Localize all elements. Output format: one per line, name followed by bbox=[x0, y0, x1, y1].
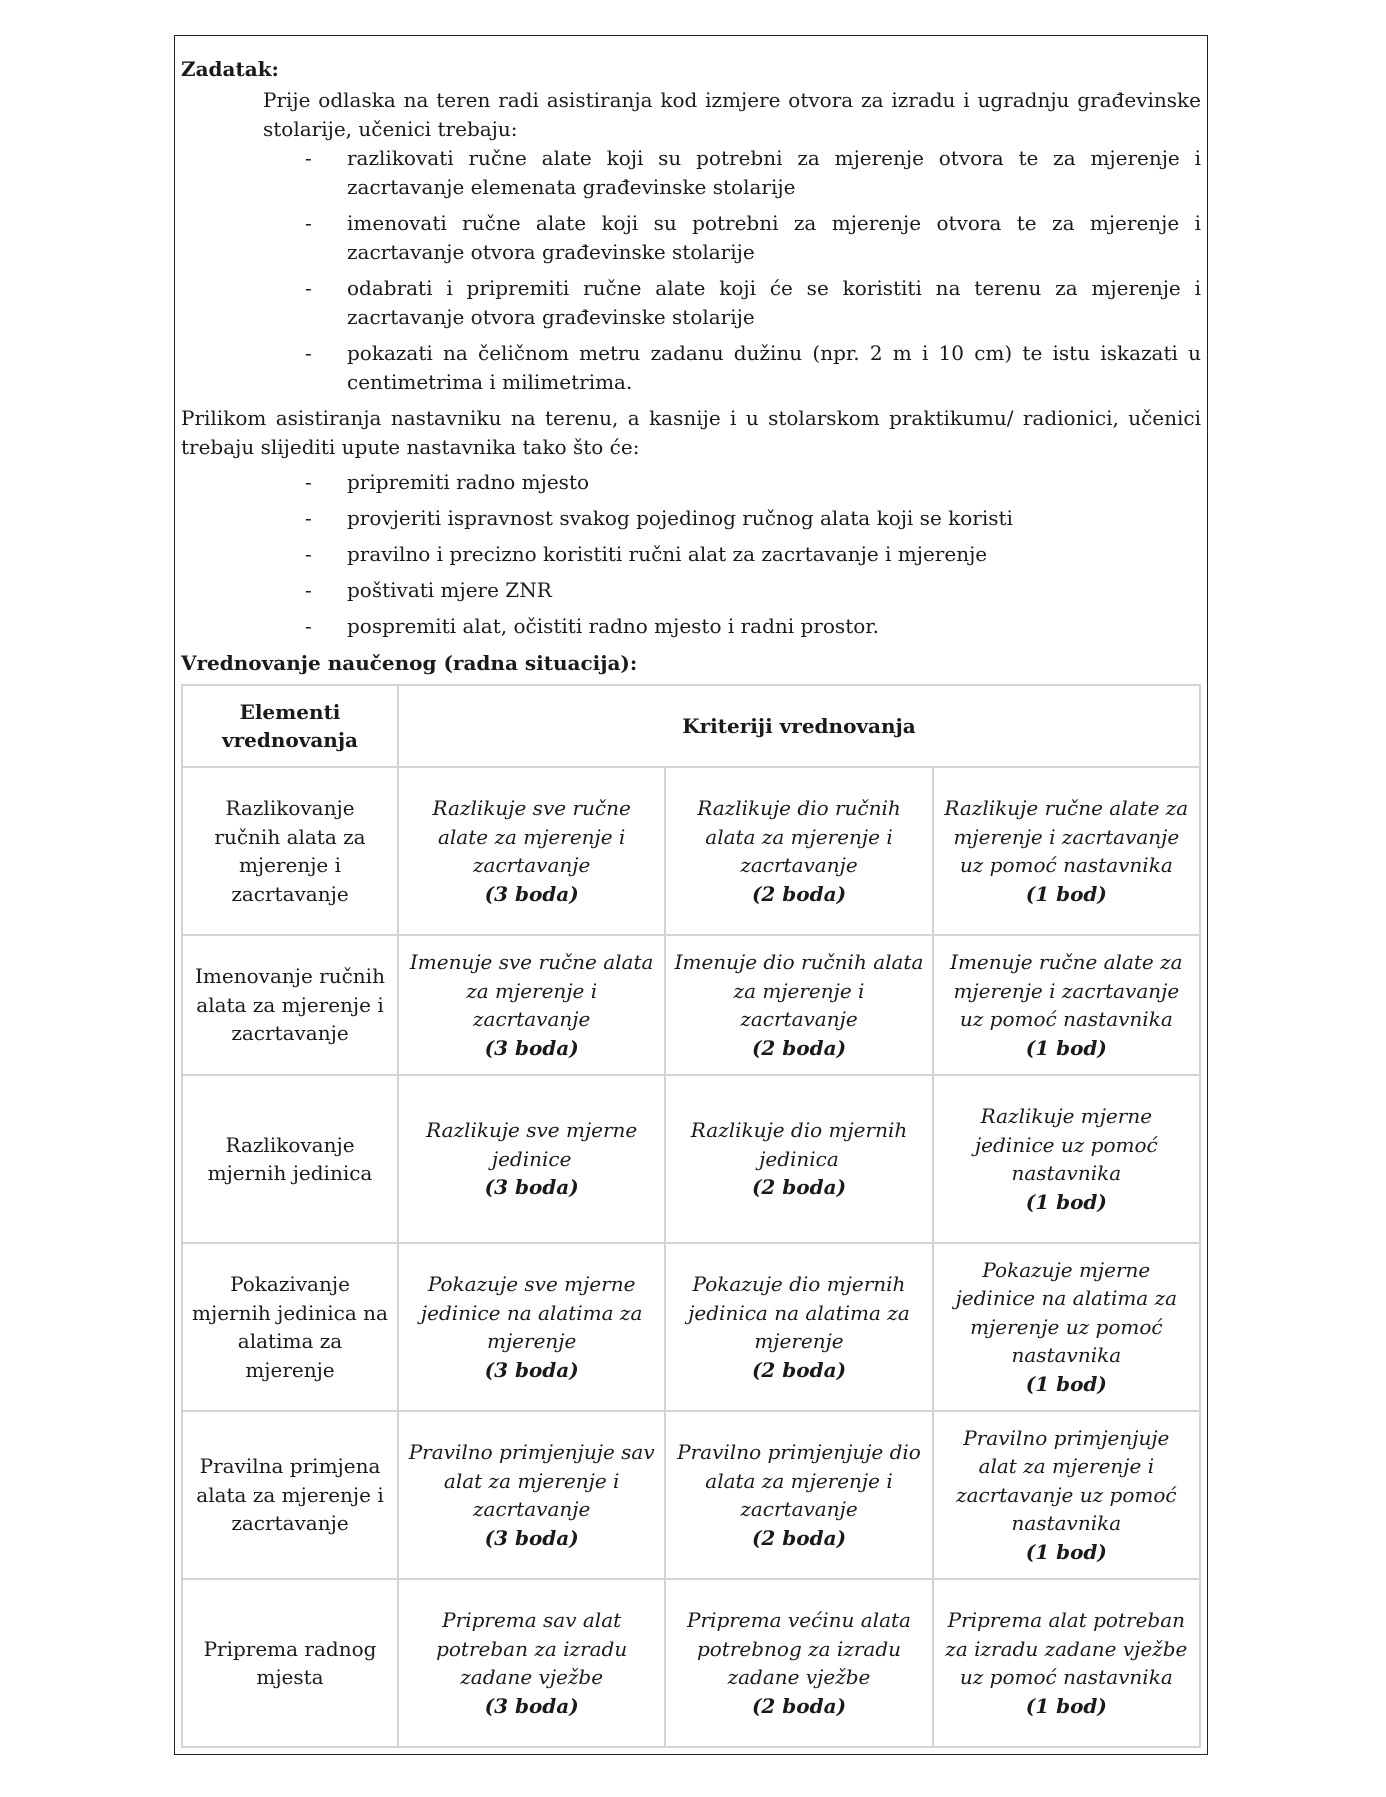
points-label: (3 boda) bbox=[484, 881, 579, 906]
criterion-3-cell bbox=[398, 767, 665, 935]
points-label: (1 bod) bbox=[1025, 1693, 1107, 1718]
followup-paragraph: Prilikom asistiranja nastavniku na terenu, a kasnije i u stolarskom praktikumu/ radionici, učenici trebaju slijediti upute nastavnika tako što će: bbox=[181, 406, 1201, 459]
points-label: (1 bod) bbox=[1025, 881, 1107, 906]
followup-list bbox=[181, 468, 1201, 641]
criterion-2-cell bbox=[665, 1411, 932, 1579]
criterion-text: Pokazuje mjerne jedinice na alatima za mjerenje uz pomoć nastavnika bbox=[955, 1257, 1178, 1368]
criterion-text: Imenuje sve ručne alata za mjerenje i zacrtavanje bbox=[409, 950, 654, 1031]
criterion-3-cell bbox=[398, 1075, 665, 1243]
rubric-table bbox=[181, 684, 1201, 1748]
points-label: (2 boda) bbox=[751, 1357, 847, 1382]
points-label: (2 boda) bbox=[751, 1693, 847, 1718]
points-label: (3 boda) bbox=[484, 1175, 579, 1200]
points-label: (2 boda) bbox=[751, 881, 847, 906]
points-label: (1 bod) bbox=[1025, 1371, 1107, 1396]
task-intro: Prije odlaska na teren radi asistiranja kod izmjere otvora za izradu i ugradnju građevinske stolarije, učenici trebaju: bbox=[263, 88, 1201, 141]
criterion-text: Razlikuje dio mjernih jedinica bbox=[690, 1118, 908, 1171]
list-item: - pospremiti alat, očistiti radno mjesto i radni prostor. bbox=[305, 612, 1201, 641]
list-item: - pokazati na čeličnom metru zadanu dužinu (npr. 2 m i 10 cm) te istu iskazati u centimetrima i milimetrima. bbox=[305, 339, 1201, 397]
criterion-text: Pravilno primjenjuje sav alat za mjerenje i zacrtavanje bbox=[408, 1440, 655, 1521]
points-label: (1 bod) bbox=[1025, 1035, 1107, 1060]
document-frame bbox=[174, 35, 1208, 1755]
criterion-text: Pokazuje sve mjerne jedinice na alatima za mjerenje bbox=[420, 1272, 643, 1353]
criterion-text: Razlikuje dio ručnih alata za mjerenje i zacrtavanje bbox=[697, 796, 901, 877]
criterion-text: Pravilno primjenjuje alat za mjerenje i zacrtavanje uz pomoć nastavnika bbox=[956, 1425, 1177, 1536]
list-item: - razlikovati ručne alate koji su potrebni za mjerenje otvora te za mjerenje i zacrtavanje elemenata građevinske stolarije bbox=[305, 144, 1201, 202]
list-item: - provjeriti ispravnost svakog pojedinog ručnog alata koji se koristi bbox=[305, 504, 1201, 533]
header-elements: Elementi vrednovanja bbox=[182, 685, 398, 767]
criterion-1-cell bbox=[933, 1411, 1200, 1579]
criterion-3-cell bbox=[398, 1579, 665, 1747]
list-item: - imenovati ručne alate koji su potrebni za mjerenje otvora te za mjerenje i zacrtavanje otvora građevinske stolarije bbox=[305, 209, 1201, 267]
criterion-2-cell bbox=[665, 767, 932, 935]
table-row bbox=[182, 1243, 1200, 1411]
criterion-3-cell bbox=[398, 1411, 665, 1579]
criterion-2-cell bbox=[665, 1075, 932, 1243]
table-header-row bbox=[182, 685, 1200, 767]
points-label: (1 bod) bbox=[1025, 1189, 1107, 1214]
criterion-text: Razlikuje sve ručne alate za mjerenje i zacrtavanje bbox=[432, 796, 631, 877]
points-label: (2 boda) bbox=[751, 1525, 847, 1550]
criterion-text: Razlikuje mjerne jedinice uz pomoć nastavnika bbox=[974, 1104, 1158, 1185]
element-cell: Imenovanje ručnih alata za mjerenje i zacrtavanje bbox=[182, 935, 398, 1075]
criterion-1-cell bbox=[933, 767, 1200, 935]
element-cell: Priprema radnog mjesta bbox=[182, 1579, 398, 1747]
criterion-text: Razlikuje ručne alate za mjerenje i zacrtavanje uz pomoć nastavnika bbox=[944, 796, 1189, 877]
table-row bbox=[182, 1075, 1200, 1243]
criterion-text: Razlikuje sve mjerne jedinice bbox=[426, 1118, 638, 1171]
points-label: (3 boda) bbox=[484, 1693, 579, 1718]
points-label: (3 boda) bbox=[484, 1035, 579, 1060]
list-item: - odabrati i pripremiti ručne alate koji će se koristiti na terenu za mjerenje i zacrtavanje otvora građevinske stolarije bbox=[305, 274, 1201, 332]
table-row bbox=[182, 1579, 1200, 1747]
header-criteria: Kriteriji vrednovanja bbox=[398, 685, 1200, 767]
task-heading: Zadatak: bbox=[181, 57, 279, 81]
list-item: - poštivati mjere ZNR bbox=[305, 576, 1201, 605]
criterion-2-cell bbox=[665, 1243, 932, 1411]
criterion-1-cell bbox=[933, 935, 1200, 1075]
evaluation-heading: Vrednovanje naučenog (radna situacija): bbox=[181, 651, 638, 675]
table-row bbox=[182, 1411, 1200, 1579]
element-cell: Razlikovanje ručnih alata za mjerenje i zacrtavanje bbox=[182, 767, 398, 935]
points-label: (1 bod) bbox=[1025, 1539, 1107, 1564]
criterion-1-cell bbox=[933, 1243, 1200, 1411]
element-cell: Pravilna primjena alata za mjerenje i zacrtavanje bbox=[182, 1411, 398, 1579]
points-label: (3 boda) bbox=[484, 1525, 579, 1550]
table-row bbox=[182, 767, 1200, 935]
criterion-3-cell bbox=[398, 935, 665, 1075]
criterion-1-cell bbox=[933, 1075, 1200, 1243]
criterion-1-cell bbox=[933, 1579, 1200, 1747]
points-label: (2 boda) bbox=[751, 1035, 847, 1060]
criterion-text: Imenuje ručne alate za mjerenje i zacrtavanje uz pomoć nastavnika bbox=[950, 950, 1183, 1031]
criterion-text: Imenuje dio ručnih alata za mjerenje i zacrtavanje bbox=[674, 950, 924, 1031]
criterion-text: Priprema većinu alata potrebnog za izradu zadane vježbe bbox=[687, 1608, 911, 1689]
criterion-3-cell bbox=[398, 1243, 665, 1411]
task-list bbox=[181, 144, 1201, 397]
criterion-text: Priprema sav alat potreban za izradu zadane vježbe bbox=[436, 1608, 628, 1689]
element-cell: Pokazivanje mjernih jedinica na alatima za mjerenje bbox=[182, 1243, 398, 1411]
criterion-text: Pravilno primjenjuje dio alata za mjerenje i zacrtavanje bbox=[677, 1440, 921, 1521]
criterion-2-cell bbox=[665, 935, 932, 1075]
element-cell: Razlikovanje mjernih jedinica bbox=[182, 1075, 398, 1243]
list-item: - pripremiti radno mjesto bbox=[305, 468, 1201, 497]
criterion-2-cell bbox=[665, 1579, 932, 1747]
list-item: - pravilno i precizno koristiti ručni alat za zacrtavanje i mjerenje bbox=[305, 540, 1201, 569]
table-row bbox=[182, 935, 1200, 1075]
criterion-text: Pokazuje dio mjernih jedinica na alatima za mjerenje bbox=[688, 1272, 910, 1353]
points-label: (2 boda) bbox=[751, 1175, 847, 1200]
points-label: (3 boda) bbox=[484, 1357, 579, 1382]
criterion-text: Priprema alat potreban za izradu zadane vježbe uz pomoć nastavnika bbox=[945, 1608, 1188, 1689]
